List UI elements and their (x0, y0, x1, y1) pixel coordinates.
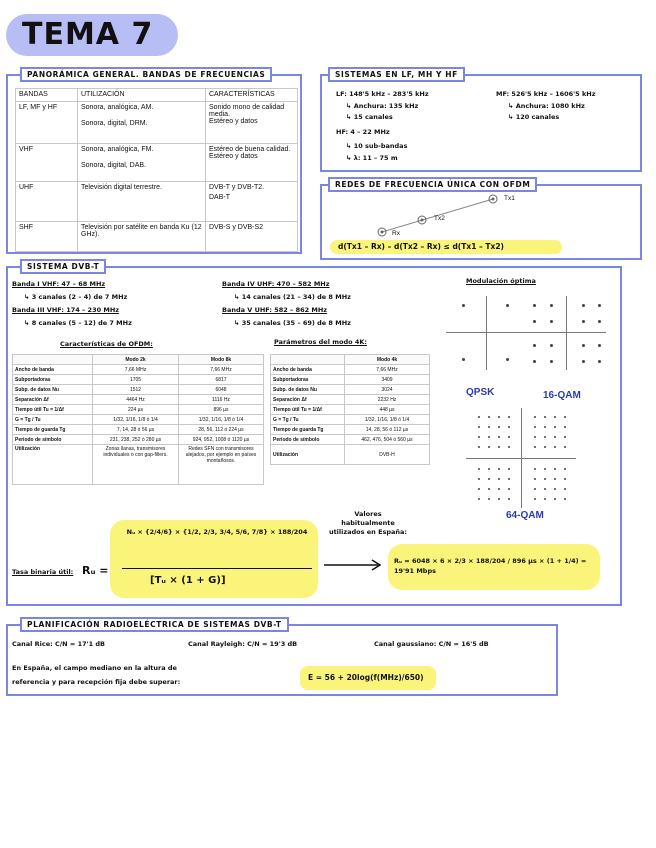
table-cell: 224 µs (93, 405, 179, 415)
constellation-point (478, 446, 480, 448)
table-row (16, 222, 298, 252)
table-row (16, 102, 298, 144)
constellation-point (564, 416, 566, 418)
band3: Banda III VHF: 174 – 230 MHz (12, 306, 120, 314)
page-title: TEMA 7 (6, 14, 178, 56)
constellation-point (534, 478, 536, 480)
constellation-point (533, 320, 536, 323)
rx-label: Rx (392, 230, 400, 237)
cell-text: Sonora, analógica, AM. (81, 104, 154, 111)
table-cell: 7,66 MHz (345, 365, 430, 375)
table-header: CARACTERÍSTICAS (206, 89, 298, 102)
band1-channels: ↳ 3 canales (2 – 4) de 7 MHz (24, 293, 128, 301)
table-cell: Periodo de símbolo (13, 435, 93, 445)
table-header (271, 355, 345, 365)
qam16-axis-v (566, 296, 567, 370)
table-row (13, 395, 264, 405)
constellation-point (550, 344, 553, 347)
arrow-icon (322, 558, 384, 572)
constellation-point (564, 488, 566, 490)
canal-rice: Canal Rice: C/N = 17'1 dB (12, 640, 106, 648)
table-header (13, 355, 93, 365)
qpsk-label: QPSK (466, 387, 495, 398)
constellation-point (564, 478, 566, 480)
qpsk-axis-v (486, 296, 487, 370)
table-row (271, 405, 430, 415)
sistemas-title: SISTEMAS EN LF, MH Y HF (328, 67, 465, 82)
table-cell: 6817 (179, 375, 264, 385)
table-cell: 6048 (179, 385, 264, 395)
band4-channels: ↳ 14 canales (21 – 34) de 8 MHz (234, 293, 351, 301)
tx1-node-core (492, 198, 495, 201)
table-cell: 28, 56, 112 ó 224 µs (179, 425, 264, 435)
table-cell: DVB-S y DVB-S2 (206, 222, 298, 252)
table-cell: 1512 (93, 385, 179, 395)
canal-gauss: Canal gaussiano: C/N = 16'5 dB (374, 640, 489, 648)
constellation-point (488, 426, 490, 428)
constellation-point (533, 360, 536, 363)
sfn-formula: d(Tx1 – Rx) – d(Tx2 – Rx) ≤ d(Tx1 – Tx2) (338, 242, 504, 251)
table-cell: Televisión digital terrestre. (78, 182, 206, 222)
table-cell: Ancho de banda (13, 365, 93, 375)
band5-channels: ↳ 35 canales (35 – 69) de 8 MHz (234, 319, 351, 327)
table-row (271, 435, 430, 445)
table-row (16, 144, 298, 182)
table-cell: DVB-H (345, 445, 430, 465)
cell-text: Sonora, analógica, FM. (81, 146, 154, 153)
modulation-title: Modulación óptima (466, 277, 536, 285)
table-row (13, 435, 264, 445)
constellation-point (498, 468, 500, 470)
constellation-point (498, 436, 500, 438)
table-cell: Subportadoras (13, 375, 93, 385)
fraction-bar (122, 568, 312, 569)
cell-text: Estéreo y datos (209, 118, 258, 125)
constellation-point (564, 468, 566, 470)
constellation-point (550, 304, 553, 307)
constellation-point (462, 358, 465, 361)
table-row (271, 425, 430, 435)
table-cell: LF, MF y HF (16, 102, 78, 144)
constellation-point (478, 436, 480, 438)
table-cell: 1116 Hz (179, 395, 264, 405)
constellation-point (554, 478, 556, 480)
cell-text: Estéreo y datos (209, 153, 258, 160)
tx2-label: Tx2 (434, 215, 445, 222)
mf-channels: ↳ 120 canales (508, 113, 560, 121)
constellation-point (544, 468, 546, 470)
qam16-label: 16-QAM (543, 390, 581, 401)
table-row (271, 365, 430, 375)
constellation-point (478, 426, 480, 428)
constellation-point (534, 426, 536, 428)
constellation-point (488, 436, 490, 438)
planificacion-title: PLANIFICACIÓN RADIOELÉCTRICA DE SISTEMAS DVB-T (20, 617, 289, 632)
table-row (13, 365, 264, 375)
constellation-point (544, 478, 546, 480)
table-cell: Tiempo útil Tu = 1/Δf (13, 405, 93, 415)
constellation-point (508, 416, 510, 418)
table-row (16, 182, 298, 222)
cell-text: Estéreo de buena calidad. (209, 146, 291, 153)
constellation-point (582, 344, 585, 347)
constellation-point (582, 320, 585, 323)
rx-node-core (381, 231, 384, 234)
table-cell: 7, 14, 28 ó 56 µs (93, 425, 179, 435)
constellation-point (488, 446, 490, 448)
constellation-point (564, 446, 566, 448)
table-cell: 1705 (93, 375, 179, 385)
constellation-point (462, 304, 465, 307)
table-cell: G = Tg / Tu (271, 415, 345, 425)
constellation-point (564, 426, 566, 428)
mode4k-table (270, 354, 430, 465)
table-row (271, 385, 430, 395)
hf-range: HF: 4 – 22 MHz (336, 128, 390, 136)
espana-line2: referencia y para recepción fija debe superar: (12, 678, 181, 686)
table-cell: 231, 238, 252 ó 280 µs (93, 435, 179, 445)
constellation-point (564, 498, 566, 500)
emin-formula: E = 56 + 20log(f(MHz)/650) (308, 673, 424, 682)
table-row (271, 415, 430, 425)
table-cell: Tiempo de guarda Tg (271, 425, 345, 435)
table-cell: 1/32, 1/16, 1/8 ó 1/4 (93, 415, 179, 425)
table-cell (206, 102, 298, 144)
cell-text: DAB-T (209, 194, 230, 201)
constellation-point (582, 304, 585, 307)
table-cell: 14, 28, 56 ó 112 µs (345, 425, 430, 435)
constellation-point (534, 436, 536, 438)
table-cell: Subp. de datos Nu (13, 385, 93, 395)
table-header: Modo 8k (179, 355, 264, 365)
constellation-point (598, 320, 601, 323)
constellation-point (598, 304, 601, 307)
constellation-point (478, 478, 480, 480)
ofdm-title: Características de OFDM: (60, 340, 153, 348)
table-cell: Zonas llanas, transmisores individuales o con gap-fillers. (93, 445, 179, 485)
table-header: UTILIZACIÓN (78, 89, 206, 102)
constellation-point (478, 468, 480, 470)
band4: Banda IV UHF: 470 – 582 MHz (222, 280, 330, 288)
constellation-point (506, 358, 509, 361)
table-cell: Televisión por satélite en banda Ku (12 GHz). (78, 222, 206, 252)
table-cell: 7,66 MHz (179, 365, 264, 375)
constellation-point (544, 488, 546, 490)
table-row (13, 445, 264, 485)
qam64-axis-v (521, 408, 522, 508)
constellation-point (544, 436, 546, 438)
table-row (13, 415, 264, 425)
constellation-point (488, 416, 490, 418)
lf-range: LF: 148'5 kHz – 283'5 kHz (336, 90, 429, 98)
table-row (271, 395, 430, 405)
table-cell: 448 µs (345, 405, 430, 415)
table-header: Modo 4k (345, 355, 430, 365)
valores-note: Valores habitualmente utilizados en España: (328, 510, 408, 536)
cell-text: Sonido mono de calidad media. (209, 104, 285, 118)
constellation-point (533, 304, 536, 307)
table-cell: 3409 (345, 375, 430, 385)
table-cell: Subportadoras (271, 375, 345, 385)
constellation-point (498, 498, 500, 500)
ru-denominator: [Tᵤ × (1 + G)] (150, 575, 226, 586)
table-cell: SHF (16, 222, 78, 252)
constellation-point (544, 426, 546, 428)
qam64-label: 64-QAM (506, 510, 544, 521)
table-cell (78, 144, 206, 182)
constellation-point (488, 498, 490, 500)
table-cell: 7,66 MHz (93, 365, 179, 375)
band1: Banda I VHF: 47 – 68 MHz (12, 280, 106, 288)
mode4k-title: Parámetros del modo 4K: (274, 338, 367, 346)
constellation-point (508, 498, 510, 500)
dvbt-title: SISTEMA DVB-T (20, 259, 106, 274)
table-cell: Tiempo de guarda Tg (13, 425, 93, 435)
cell-text: DVB-T y DVB-T2. (209, 184, 265, 191)
table-row (13, 405, 264, 415)
table-cell: Separación Δf (13, 395, 93, 405)
table-cell: 896 µs (179, 405, 264, 415)
constellation-point (598, 344, 601, 347)
constellation-point (478, 488, 480, 490)
constellation-point (498, 488, 500, 490)
table-cell: UHF (16, 182, 78, 222)
table-cell: Subp. de datos Nu (271, 385, 345, 395)
panorama-title: PANORÁMICA GENERAL. BANDAS DE FRECUENCIAS (20, 67, 272, 82)
constellation-point (488, 468, 490, 470)
constellation-point (564, 436, 566, 438)
cell-text: Sonora, digital, DAB. (81, 162, 146, 169)
constellation-point (550, 320, 553, 323)
lf-width: ↳ Anchura: 135 kHz (346, 102, 419, 110)
lf-channels: ↳ 15 canales (346, 113, 393, 121)
table-cell: Utilización (271, 445, 345, 465)
table-cell: G = Tg / Tu (13, 415, 93, 425)
mf-range: MF: 526'5 kHz – 1606'5 kHz (496, 90, 596, 98)
hf-subbands: ↳ 10 sub-bandas (346, 142, 408, 150)
table-cell: 2232 Hz (345, 395, 430, 405)
table-row (13, 425, 264, 435)
constellation-point (533, 344, 536, 347)
constellation-point (544, 416, 546, 418)
table-cell: Periodo de símbolo (271, 435, 345, 445)
table-row (271, 445, 430, 465)
constellation-point (488, 478, 490, 480)
table-row (13, 375, 264, 385)
redes-title: REDES DE FRECUENCIA ÚNICA CON OFDM (328, 177, 537, 192)
constellation-point (534, 498, 536, 500)
constellation-point (554, 468, 556, 470)
table-row (271, 375, 430, 385)
table-cell: 462, 476, 504 ó 560 µs (345, 435, 430, 445)
table-header: Modo 2k (93, 355, 179, 365)
table-cell: 1/32, 1/16, 1/8 ó 1/4 (179, 415, 264, 425)
table-header: BANDAS (16, 89, 78, 102)
constellation-point (508, 426, 510, 428)
constellation-point (554, 426, 556, 428)
constellation-point (508, 436, 510, 438)
constellation-point (508, 478, 510, 480)
constellation-point (534, 446, 536, 448)
constellation-point (550, 360, 553, 363)
table-cell: Utilización (13, 445, 93, 485)
constellation-point (498, 416, 500, 418)
constellation-point (554, 488, 556, 490)
constellation-point (506, 304, 509, 307)
constellation-point (534, 488, 536, 490)
constellation-point (498, 426, 500, 428)
constellation-point (534, 468, 536, 470)
table-cell: Tiempo útil Tu = 1/Δf (271, 405, 345, 415)
table-cell: Redes SFN con transmisores alejados, por ejemplo en países montañosos. (179, 445, 264, 485)
table-cell: VHF (16, 144, 78, 182)
constellation-point (498, 446, 500, 448)
constellation-point (508, 446, 510, 448)
tasa-label: Tasa binaria útil: (12, 568, 74, 576)
table-cell: 924, 952, 1008 ó 1120 µs (179, 435, 264, 445)
table-row (13, 385, 264, 395)
mf-width: ↳ Anchura: 1080 kHz (508, 102, 585, 110)
constellation-point (498, 478, 500, 480)
table-cell: Separación Δf (271, 395, 345, 405)
band3-channels: ↳ 8 canales (5 – 12) de 7 MHz (24, 319, 132, 327)
cell-text: Sonora, digital, DRM. (81, 120, 148, 127)
ru-symbol: Rᵤ = (82, 564, 109, 577)
constellation-point (554, 498, 556, 500)
hf-lambda: ↳ λ: 11 – 75 m (346, 154, 398, 162)
constellation-point (544, 498, 546, 500)
canal-rayleigh: Canal Rayleigh: C/N = 19'3 dB (188, 640, 298, 648)
constellation-point (488, 488, 490, 490)
table-cell: 3024 (345, 385, 430, 395)
constellation-point (508, 468, 510, 470)
constellation-point (554, 446, 556, 448)
constellation-point (534, 416, 536, 418)
constellation-point (554, 416, 556, 418)
bands-table (15, 88, 298, 252)
constellation-point (554, 436, 556, 438)
ru-example: Rᵤ = 6048 × 6 × 2/3 × 188/204 / 896 µs × (1 + 1/4) = 19'91 Mbps (394, 557, 587, 575)
constellation-point (582, 360, 585, 363)
table-cell: 1/32, 1/16, 1/8 ó 1/4 (345, 415, 430, 425)
band5: Banda V UHF: 582 – 862 MHz (222, 306, 328, 314)
table-cell: 4464 Hz (93, 395, 179, 405)
constellation-point (598, 360, 601, 363)
table-cell (206, 144, 298, 182)
ru-numerator: Nᵤ × {2/4/6} × {1/2, 2/3, 3/4, 5/6, 7/8} × 188/204 (126, 528, 308, 536)
table-cell: Ancho de banda (271, 365, 345, 375)
table-cell (78, 102, 206, 144)
table-cell (206, 182, 298, 222)
tx2-node-core (421, 219, 424, 222)
espana-line1: En España, el campo mediano en la altura de (12, 664, 177, 672)
constellation-point (508, 488, 510, 490)
constellation-point (478, 416, 480, 418)
tx1-label: Tx1 (504, 195, 515, 202)
constellation-point (544, 446, 546, 448)
constellation-point (478, 498, 480, 500)
ofdm-table (12, 354, 264, 485)
